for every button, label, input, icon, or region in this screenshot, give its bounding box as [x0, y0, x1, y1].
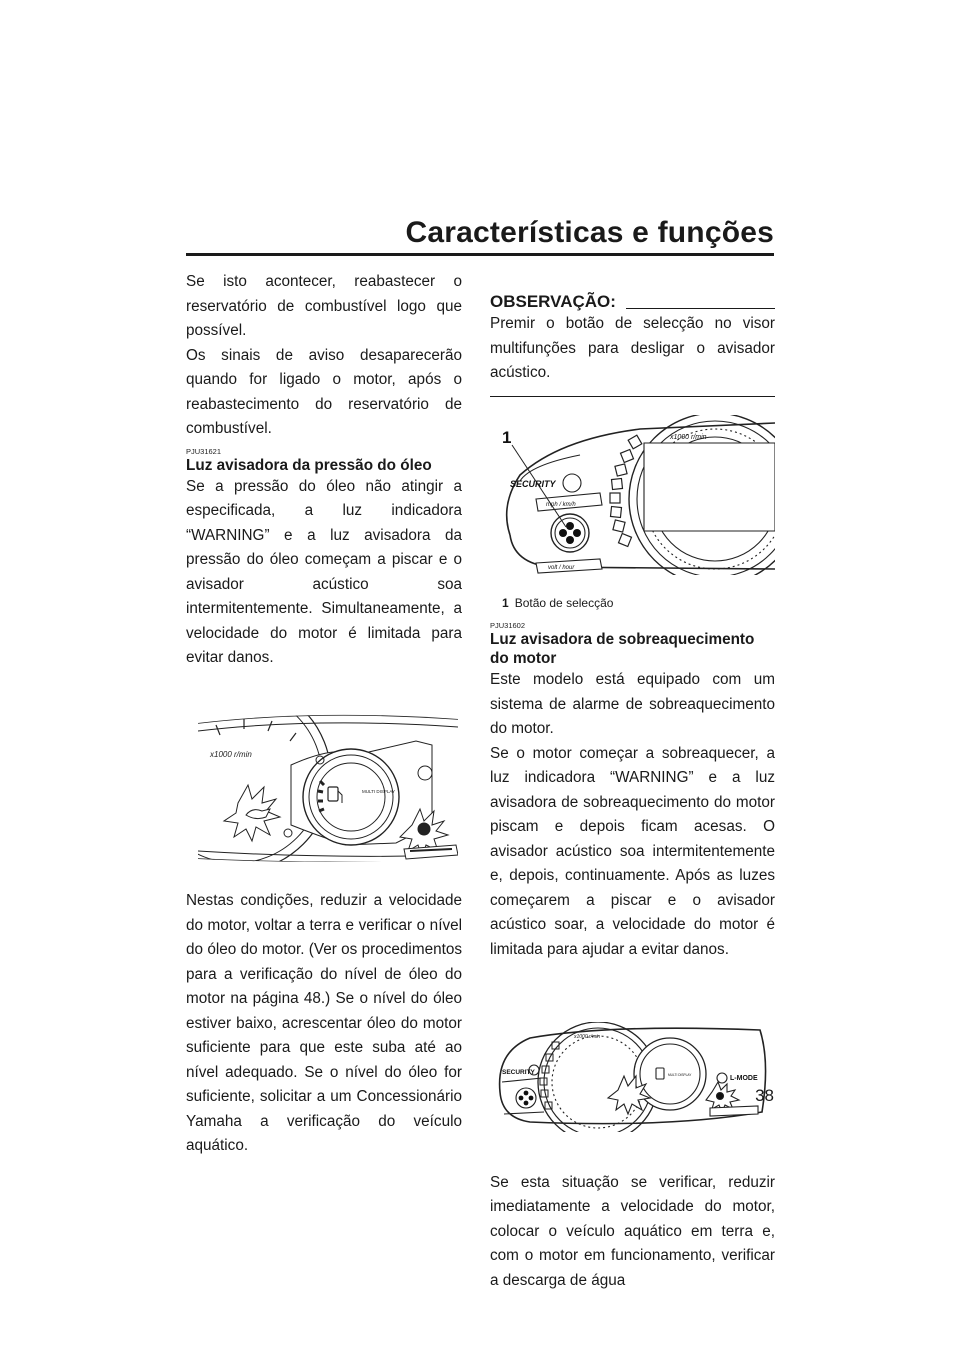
figure-overheat-warning	[490, 1022, 775, 1141]
select-button-diagram	[490, 415, 775, 575]
section-code: PJU31602	[490, 621, 526, 630]
header-rule	[186, 253, 774, 256]
paragraph: Se a pressão do óleo não atingir a especificada, a luz indicadora “WARNING” e a luz avisadora da pressão do óleo começam a piscar e o avisador acústico soa intermitentemente. Simultaneamente, a velocidade do motor é limitada para evitar danos.	[186, 477, 462, 666]
note-header	[490, 292, 775, 312]
gauge-label: x1000 r/min	[574, 1034, 601, 1040]
section-code: PJU31621	[186, 446, 222, 456]
note-rule-bottom	[490, 396, 775, 397]
page-number: 38	[755, 1086, 774, 1105]
security-label: SECURITY	[502, 1069, 535, 1076]
oil-pressure-diagram	[196, 705, 462, 865]
overheat-diagram	[490, 1022, 770, 1132]
volt-hour-label: volt / hour	[548, 564, 575, 571]
section-heading: Luz avisadora de sobreaquecimento do motor	[490, 631, 755, 667]
gauge-label: x1000 r/min	[210, 749, 252, 759]
figure-caption	[502, 595, 775, 611]
figure-oil-pressure-warning	[196, 705, 462, 874]
l-mode-label: L-MODE	[730, 1075, 758, 1082]
figure-select-button	[490, 415, 775, 612]
security-label: SECURITY	[510, 478, 556, 489]
paragraph: Se isto acontecer, reabastecer o reservatório de combustível logo que possível.	[186, 273, 462, 339]
left-column	[186, 270, 462, 1159]
note-rule	[626, 308, 775, 309]
multi-display-label: MULTI DISPLAY	[362, 788, 396, 794]
note-text: Premir o botão de selecção no visor multifunções para desligar o avisador acústico.	[490, 315, 775, 381]
paragraph: Este modelo está equipado com um sistema de alarme de sobreaquecimento do motor.	[490, 671, 775, 737]
paragraph: Nestas condições, reduzir a velocidade do motor, voltar a terra e verificar o nível do óleo do motor. (Ver os procedimentos para a verificação do nível de óleo do motor na página 48.) Se o nível do óleo estiver baixo, acrescentar óleo do motor suficiente para que este suba até ao nível adequado. Se o nível do óleo for suficiente, solicitar a um Concessionário Yamaha a verificação do veículo aquático.	[186, 892, 462, 1154]
paragraph: Se esta situação se verificar, reduzir imediatamente a velocidade do motor, colocar o veículo aquático em terra e, com o motor em funcionamento, verificar a descarga de água	[490, 1173, 775, 1289]
page-title: Características e funções	[405, 216, 774, 249]
right-column	[490, 270, 775, 1293]
paragraph: Os sinais de aviso desaparecerão quando for ligado o motor, após o reabastecimento do reservatório de combustível.	[186, 346, 462, 437]
callout-number: 1	[502, 427, 512, 447]
caption-text: Botão de selecção	[514, 596, 614, 610]
speed-unit-label: mph / km/h	[546, 501, 576, 508]
multi-display-label: MULTI DISPLAY	[668, 1073, 692, 1077]
note-title: OBSERVAÇÃO:	[490, 292, 616, 311]
gauge-label: x1000 r/min	[670, 433, 707, 441]
section-heading: Luz avisadora da pressão do óleo	[186, 456, 432, 474]
caption-number: 1	[502, 596, 509, 610]
paragraph: Se o motor começar a sobreaquecer, a luz indicadora “WARNING” e a luz avisadora de sobreaquecimento do motor piscam e depois ficam acesas. O avisador acústico soa intermitentemente e, depois, continuamente. Após as luzes começarem a piscar e o avisador acústico soar, a velocidade do motor é limitada para ajudar a evitar danos.	[490, 744, 775, 958]
